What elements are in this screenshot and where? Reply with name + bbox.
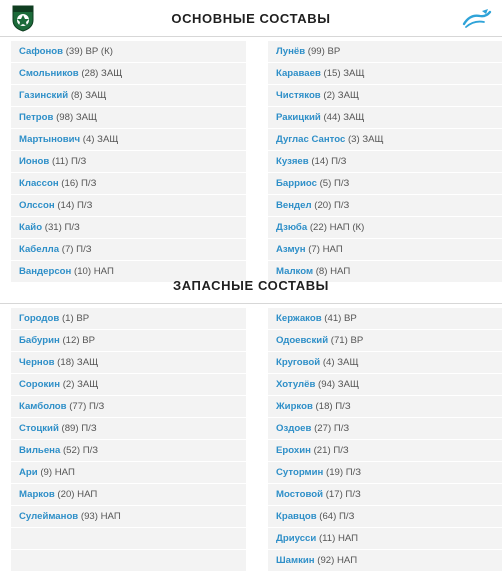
starting-lineups-section [0, 0, 502, 277]
player-row [268, 440, 502, 462]
player-details: (20) П/З [314, 200, 350, 211]
player-details: (2) ЗАЩ [323, 90, 359, 101]
player-details: (92) НАП [317, 555, 358, 566]
player-details: (98) ЗАЩ [56, 112, 98, 123]
player-name-link[interactable]: Чернов [19, 357, 55, 368]
player-details: (14) П/З [57, 200, 93, 211]
player-name-link[interactable]: Малком [276, 266, 314, 277]
player-name-link[interactable]: Одоевский [276, 335, 329, 346]
player-name-link[interactable]: Ионов [19, 156, 50, 167]
player-name-link[interactable]: Сутормин [276, 467, 324, 478]
player-name-link[interactable]: Шамкин [276, 555, 315, 566]
player-row [268, 506, 502, 528]
player-name-link[interactable]: Хотулёв [276, 379, 316, 390]
player-details: (18) П/З [315, 401, 351, 412]
player-row [268, 129, 502, 151]
player-name-link[interactable]: Петров [19, 112, 54, 123]
player-name-link[interactable]: Смольников [19, 68, 79, 79]
player-row [11, 129, 246, 151]
substitutes-section [0, 267, 502, 566]
player-row [268, 173, 502, 195]
player-row [11, 506, 246, 528]
substitutes-teams [0, 304, 502, 566]
player-details: (8) НАП [315, 266, 351, 277]
player-row [11, 418, 246, 440]
empty-row [11, 528, 246, 550]
player-row [11, 374, 246, 396]
player-name-link[interactable]: Марков [19, 489, 55, 500]
player-name-link[interactable]: Газинский [19, 90, 69, 101]
player-details: (7) П/З [61, 244, 92, 255]
player-name-link[interactable]: Классон [19, 178, 59, 189]
player-row [11, 217, 246, 239]
player-details: (20) НАП [57, 489, 98, 500]
player-details: (93) НАП [80, 511, 121, 522]
player-details: (27) П/З [314, 423, 350, 434]
player-row [268, 107, 502, 129]
player-details: (18) ЗАЩ [57, 357, 99, 368]
player-details: (39) ВР (К) [65, 46, 113, 57]
player-details: (11) НАП [318, 533, 359, 544]
player-row [11, 484, 246, 506]
player-name-link[interactable]: Ерохин [276, 445, 311, 456]
player-name-link[interactable]: Кабелла [19, 244, 60, 255]
player-details: (52) П/З [62, 445, 99, 456]
player-row [268, 374, 502, 396]
player-row [268, 63, 502, 85]
player-details: (10) НАП [74, 266, 114, 277]
player-name-link[interactable]: Азмун [276, 244, 306, 255]
player-row [268, 41, 502, 63]
player-details: (15) ЗАЩ [323, 68, 365, 79]
player-name-link[interactable]: Ракицкий [276, 112, 321, 123]
player-row [11, 195, 246, 217]
player-details: (77) П/З [69, 401, 105, 412]
player-name-link[interactable]: Сорокин [19, 379, 61, 390]
home-substitutes-list [11, 308, 246, 572]
player-name-link[interactable]: Кузяев [276, 156, 309, 167]
player-row [268, 85, 502, 107]
player-row [268, 528, 502, 550]
player-details: (11) П/З [51, 156, 87, 167]
player-row [268, 484, 502, 506]
player-row [11, 396, 246, 418]
player-name-link[interactable]: Чистяков [276, 90, 321, 101]
player-details: (8) ЗАЩ [70, 90, 107, 101]
player-name-link[interactable]: Мартынович [19, 134, 81, 145]
player-name-link[interactable]: Кайо [19, 222, 43, 233]
player-details: (19) П/З [326, 467, 362, 478]
player-details: (7) НАП [308, 244, 343, 255]
player-row [268, 151, 502, 173]
player-name-link[interactable]: Дриусси [276, 533, 317, 544]
player-details: (31) П/З [44, 222, 80, 233]
player-row [268, 352, 502, 374]
player-name-link[interactable]: Кравцов [276, 511, 317, 522]
player-name-link[interactable]: Мостовой [276, 489, 324, 500]
starting-lineups-teams [0, 37, 502, 277]
player-name-link[interactable]: Кержаков [276, 313, 322, 324]
player-details: (21) П/З [313, 445, 349, 456]
player-row [268, 195, 502, 217]
player-row [268, 217, 502, 239]
player-details: (44) ЗАЩ [323, 112, 365, 123]
away-substitutes-list [268, 308, 502, 572]
home-starting-list [11, 41, 246, 283]
player-row [11, 85, 246, 107]
player-row [268, 550, 502, 572]
player-details: (28) ЗАЩ [81, 68, 123, 79]
player-name-link[interactable]: Жирков [276, 401, 313, 412]
player-row [268, 330, 502, 352]
player-name-link[interactable]: Вандерсон [19, 266, 72, 277]
player-row [268, 418, 502, 440]
player-row [268, 239, 502, 261]
player-name-link[interactable]: Олссон [19, 200, 55, 211]
player-row [11, 239, 246, 261]
player-details: (22) НАП (К) [309, 222, 365, 233]
player-details: (4) ЗАЩ [322, 357, 359, 368]
substitutes-title: ЗАПАСНЫЕ СОСТАВЫ [172, 278, 330, 293]
player-name-link[interactable]: Круговой [276, 357, 321, 368]
player-row [11, 308, 246, 330]
player-details: (71) ВР [330, 335, 364, 346]
player-name-link[interactable]: Оздоев [276, 423, 312, 434]
player-row [268, 462, 502, 484]
player-details: (1) ВР [61, 313, 90, 324]
player-name-link[interactable]: Бабурин [19, 335, 60, 346]
player-row [268, 308, 502, 330]
empty-row [11, 550, 246, 572]
player-name-link[interactable]: Стоцкий [19, 423, 59, 434]
player-name-link[interactable]: Дуглас Сантос [276, 134, 346, 145]
player-name-link[interactable]: Дзюба [276, 222, 308, 233]
player-name-link[interactable]: Вильена [19, 445, 61, 456]
player-details: (89) П/З [61, 423, 97, 434]
player-row [11, 352, 246, 374]
player-details: (14) П/З [311, 156, 347, 167]
player-name-link[interactable]: Городов [19, 313, 60, 324]
player-row [11, 41, 246, 63]
player-details: (41) ВР [324, 313, 357, 324]
player-name-link[interactable]: Сафонов [19, 46, 64, 57]
player-details: (16) П/З [61, 178, 97, 189]
player-name-link[interactable]: Сулейманов [19, 511, 79, 522]
player-name-link[interactable]: Вендел [276, 200, 312, 211]
player-details: (3) ЗАЩ [347, 134, 384, 145]
player-name-link[interactable]: Лунёв [276, 46, 306, 57]
player-row [11, 151, 246, 173]
player-details: (4) ЗАЩ [82, 134, 119, 145]
player-details: (9) НАП [40, 467, 75, 478]
starting-lineups-header [0, 0, 502, 37]
zenit-logo-icon[interactable] [460, 8, 494, 30]
player-row [268, 396, 502, 418]
player-row [11, 330, 246, 352]
player-name-link[interactable]: Барриос [276, 178, 317, 189]
player-row [11, 173, 246, 195]
substitutes-header [0, 267, 502, 304]
player-row [11, 440, 246, 462]
player-details: (99) ВР [307, 46, 341, 57]
player-details: (12) ВР [62, 335, 95, 346]
player-name-link[interactable]: Камболов [19, 401, 67, 412]
player-name-link[interactable]: Ари [19, 467, 38, 478]
player-row [11, 107, 246, 129]
player-details: (2) ЗАЩ [62, 379, 99, 390]
starting-lineups-title: ОСНОВНЫЕ СОСТАВЫ [171, 11, 331, 26]
player-details: (64) П/З [319, 511, 355, 522]
player-row [11, 462, 246, 484]
player-name-link[interactable]: Караваев [276, 68, 321, 79]
player-details: (5) П/З [319, 178, 350, 189]
player-details: (94) ЗАЩ [318, 379, 359, 390]
away-starting-list [268, 41, 502, 283]
player-details: (17) П/З [325, 489, 361, 500]
player-row [11, 63, 246, 85]
